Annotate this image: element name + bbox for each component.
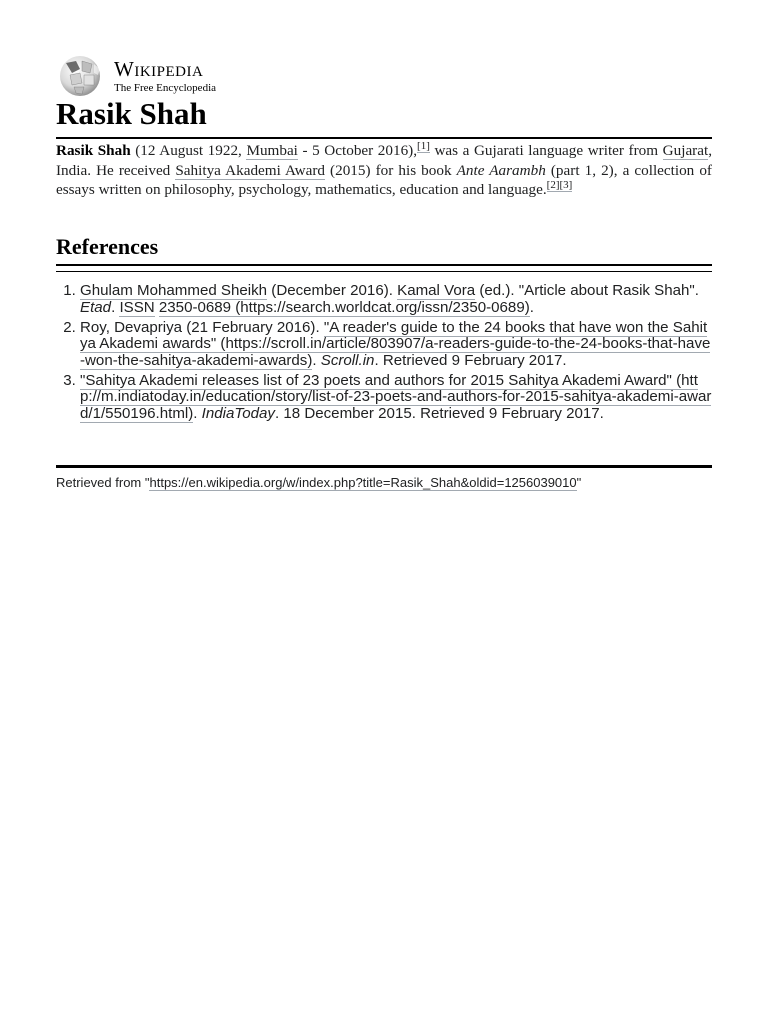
lead-paragraph xyxy=(56,141,712,200)
reference-item xyxy=(80,283,712,316)
reference-text: . xyxy=(193,404,202,422)
lead-text: , India. He received xyxy=(56,142,712,179)
wikipedia-logo[interactable] xyxy=(56,54,216,98)
references-heading: References xyxy=(56,234,159,259)
lead-text: was a Gujarati language writer from xyxy=(429,142,663,159)
book-title: Ante Aarambh xyxy=(456,161,546,179)
retrieved-suffix: " xyxy=(576,475,582,490)
lead-text: (2015) for his book xyxy=(324,161,457,179)
ref-link-1[interactable]: [1] xyxy=(417,139,430,152)
references-list xyxy=(56,283,712,426)
wordmark-tagline: The Free Encyclopedia xyxy=(114,81,217,94)
ref-link-3[interactable]: [3] xyxy=(559,178,573,191)
reference-text: . Retrieved 9 February 2017. xyxy=(374,351,567,369)
reference-text: . xyxy=(529,298,534,316)
reference-marker xyxy=(417,140,430,153)
reference-text: (December 2016). xyxy=(267,282,398,299)
ref-link-2[interactable]: [2] xyxy=(546,178,560,191)
wikipedia-globe-icon xyxy=(56,55,104,97)
reference-text: (ed.). "Article about Rasik Shah". xyxy=(475,282,699,299)
retrieved-from xyxy=(56,475,712,490)
source-name: IndiaToday xyxy=(201,404,275,422)
lead-text: - 5 October 2016), xyxy=(297,142,418,159)
link-issn[interactable]: ISSN xyxy=(119,298,155,316)
reference-text: . xyxy=(312,351,321,369)
link-sahitya-akademi-award[interactable]: Sahitya Akademi Award xyxy=(175,161,325,179)
link-author-sheikh[interactable]: Ghulam Mohammed Sheikh xyxy=(80,282,268,299)
lead-text: (part 1, 2), a collection of essays written on philosophy, psychology, mathematics, education and language. xyxy=(56,161,712,198)
journal-name: Etad xyxy=(80,298,112,316)
link-editor-vora[interactable]: Kamal Vora xyxy=(397,282,476,299)
source-name: Scroll.in xyxy=(320,351,375,369)
wikipedia-wordmark xyxy=(114,56,217,94)
reference-marker xyxy=(547,179,573,192)
page-title: Rasik Shah xyxy=(56,96,207,131)
reference-text: . xyxy=(111,298,120,316)
reference-item xyxy=(80,373,712,423)
wordmark-title: Wikipedia xyxy=(114,56,204,81)
reference-text: . 18 December 2015. Retrieved 9 February 2017. xyxy=(274,404,604,422)
lead-subject: Rasik Shah xyxy=(56,142,131,159)
lead-text: (12 August 1922, xyxy=(130,142,247,159)
link-issn-worldcat[interactable]: 2350-0689 (https://search.worldcat.org/issn/2350-0689) xyxy=(158,298,530,316)
reference-text: Roy, Devapriya (21 February 2016). xyxy=(80,318,324,336)
permanent-link[interactable]: https://en.wikipedia.org/w/index.php?title=Rasik_Shah&oldid=1256039010 xyxy=(149,475,577,490)
retrieved-prefix: Retrieved from " xyxy=(56,475,150,490)
link-gujarat[interactable]: Gujarat xyxy=(662,142,709,159)
footer-divider xyxy=(56,465,712,468)
link-scroll-article[interactable]: "A reader's guide to the 24 books that have won the Sahitya Akademi awards" (https://scroll.in/article/803907/a-readers-guide-to-the-24-books-that-have-won-the-sahitya-akademi-awards) xyxy=(80,318,711,369)
link-mumbai[interactable]: Mumbai xyxy=(246,142,298,159)
title-divider xyxy=(56,137,712,139)
reference-item xyxy=(80,320,712,370)
references-divider xyxy=(56,264,712,266)
references-divider-thin xyxy=(56,271,712,272)
link-indiatoday-article[interactable]: "Sahitya Akademi releases list of 23 poets and authors for 2015 Sahitya Akademi Award" (http://m.indiatoday.in/education/story/list-of-23-poets-and-authors-for-2015-sahitya-akademi-award/1/550196.html) xyxy=(80,371,712,422)
